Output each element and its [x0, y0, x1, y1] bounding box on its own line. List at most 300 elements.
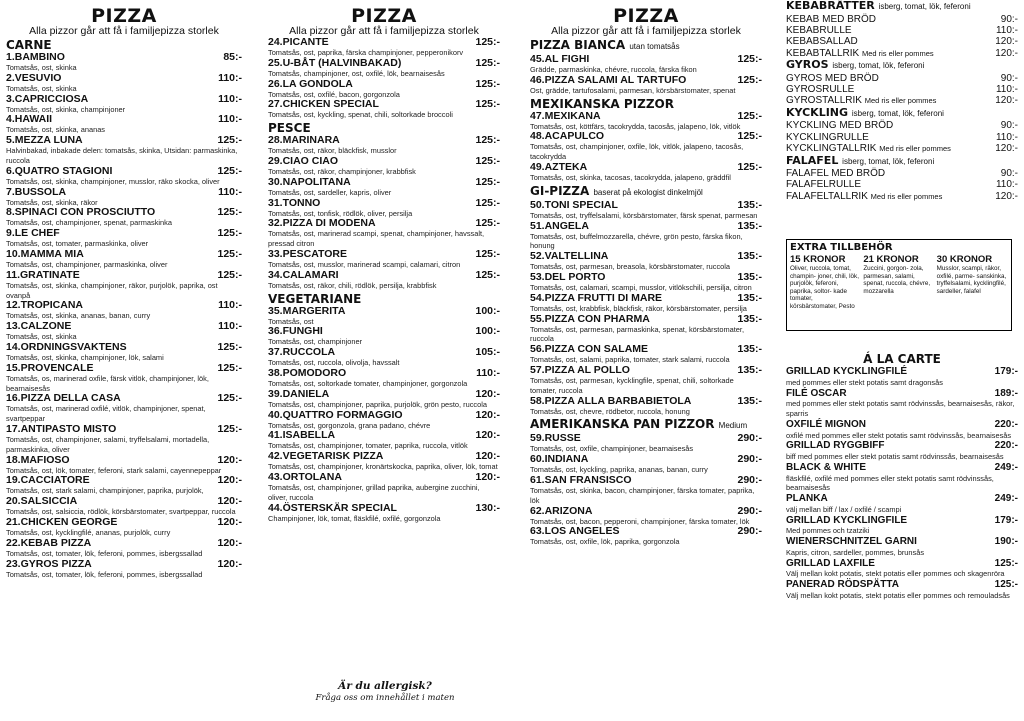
menu-item [786, 388, 1018, 419]
grill-item-price: 90:- [1000, 168, 1018, 180]
menu-item [530, 454, 762, 475]
a-la-carte-section [786, 352, 1018, 601]
menu-item-name: 6.QUATRO STAGIONI [6, 164, 113, 177]
extra-toppings-list: Zuccini, gorgon- zola, parmesan, salami, spenat, ruccola, chévre, mozzarella [863, 265, 931, 295]
menu-item-line [530, 314, 762, 325]
menu-item [268, 389, 500, 410]
menu-item-name: 12.TROPICANA [6, 299, 84, 312]
grill-item-price: 110:- [995, 84, 1018, 96]
menu-item [530, 396, 762, 417]
menu-item [530, 162, 762, 183]
allergy-question: Är du allergisk? [338, 680, 432, 692]
menu-item-price: 110:- [476, 366, 500, 379]
menu-item-line [6, 73, 242, 84]
extra-toppings-box [786, 239, 1012, 331]
menu-item-name: 25.U-BÅT (HALVINBAKAD) [268, 56, 402, 69]
pizza-header-subtitle: Alla pizzor går att få i familjepizza storlek [29, 25, 219, 37]
menu-item [530, 293, 762, 314]
menu-item [6, 300, 242, 321]
menu-item-name: 50.TONI SPECIAL [530, 198, 618, 211]
grill-item-price: 90:- [1000, 72, 1018, 84]
menu-item-price: 220:- [994, 418, 1018, 430]
menu-item-description: fläskfilé, oxfilé med pommes eller stekt potatis samt rödvinssås, bearnaisesås [786, 473, 994, 493]
menu-item-price: 125:- [475, 56, 500, 69]
section-heading [6, 38, 242, 52]
menu-item-line [6, 559, 242, 570]
menu-item-line [6, 166, 242, 177]
grill-item [786, 84, 1018, 95]
menu-item-price: 179:- [994, 514, 1018, 526]
menu-item [6, 538, 242, 559]
menu-item-name: 41.ISABELLA [268, 429, 336, 442]
menu-item-name: 8.SPINACI CON PROSCIUTTO [6, 206, 156, 219]
menu-item-price: 110:- [218, 92, 242, 105]
menu-item-name: 43.ORTOLANA [268, 470, 342, 483]
grill-item-price: 120:- [995, 36, 1018, 48]
menu-item-description: Tomatsås, ost, räkor, bläckfisk, musslor [268, 146, 397, 156]
menu-item-description: Tomatsås, ost, skinka [6, 332, 77, 342]
menu-item [6, 187, 242, 208]
menu-item-price: 125:- [217, 422, 242, 435]
menu-item [6, 73, 242, 94]
menu-item-description: Tomatsås, ost, räkor, chili, rödlök, persilja, krabbfisk [268, 280, 437, 290]
menu-item-description: Tomatsås, ost, skinka, bacon, champinjoner, färska tomater, paprika, lök [530, 485, 755, 505]
menu-item [786, 440, 1018, 462]
menu-item-line [530, 396, 762, 407]
menu-item [268, 270, 500, 291]
menu-item-description: Tomatsås, ost, buffelmozzarella, chévre, grön pesto, färska fikon, honung [530, 231, 743, 251]
menu-item-description: Tomatsås, ost, paprika, färska champinjoner, pepperonikorv [268, 48, 464, 57]
menu-item-price: 125:- [737, 109, 762, 122]
menu-item-name: 46.PIZZA SALAMI AL TARTUFO [530, 73, 687, 86]
menu-item-line [530, 506, 762, 517]
menu-item-name: 57.PIZZA AL POLLO [530, 363, 630, 376]
grill-item-name: FALAFELTALLRIK [786, 190, 868, 202]
menu-item [6, 393, 242, 424]
menu-item-name: 22.KEBAB PIZZA [6, 536, 92, 549]
menu-item-price: 125:- [737, 130, 762, 143]
menu-item-name: 52.VALTELLINA [530, 250, 609, 263]
menu-item [268, 326, 500, 347]
menu-item [530, 526, 762, 547]
grill-item-name: FALAFEL MED BRÖD [786, 168, 886, 180]
menu-item-line [268, 389, 500, 400]
menu-item-description: Tomatsås, ost, skinka, champinjoner, lök, salami [6, 352, 164, 362]
menu-item-name: 4.HAWAII [6, 113, 53, 126]
menu-item-price: 125:- [994, 579, 1018, 591]
section-title: VEGETARIANE [268, 291, 362, 306]
menu-item [530, 75, 762, 96]
menu-item-price: 290:- [737, 453, 762, 466]
menu-item-description: Tomatsås, ost, salsiccia, rödlök, körsbärstomater, svartpeppar, ruccola [6, 507, 236, 517]
grill-item-name-wrap [786, 73, 879, 84]
menu-item-name: 40.QUATTRO FORMAGGIO [268, 408, 403, 421]
menu-item [268, 249, 500, 270]
menu-item-description: Tomatsås, ost, sardeller, kapris, oliver [268, 187, 392, 197]
menu-item-description: Tomatsås, ost, musslor, marinerad scampi, calamari, citron [268, 259, 461, 269]
menu-item-description: Tomatsås, ost, gorgonzola, grana padano, chévre [268, 420, 431, 430]
menu-item-price: 290:- [737, 504, 762, 517]
menu-item-description: Tomatsås, ost, ruccola, olivolja, havssalt [268, 358, 400, 368]
menu-item-line [786, 515, 1018, 527]
pizza-header-subtitle: Alla pizzor går att få i familjepizza storlek [551, 25, 741, 37]
menu-item-line [530, 433, 762, 444]
menu-item-line [268, 347, 500, 358]
menu-item-name: 39.DANIELA [268, 387, 330, 400]
menu-item-description: Tomatsås, ost, champinjoner, spenat, parmaskinka [6, 218, 172, 228]
menu-item-line [6, 363, 242, 374]
menu-item-description: Champinjoner, lök, tomat, fläskfilé, oxfilé, gorgonzola [268, 513, 441, 523]
menu-item [530, 344, 762, 365]
grill-section-title: KEBABRÄTTER [786, 0, 875, 12]
menu-item [268, 156, 500, 177]
extra-toppings-list: Musslor, scampi, räkor, oxfilé, parme- sanskinka, tryffelsalami, kycklingfilé, sardeller, falafel [936, 265, 1007, 295]
menu-item-name: PANERAD RÖDSPÄTTA [786, 579, 899, 591]
menu-item [786, 366, 1018, 388]
grill-item-price: 120:- [995, 47, 1018, 59]
menu-item-price: 125:- [475, 217, 500, 230]
menu-item-name: 11.GRATINATE [6, 268, 80, 281]
menu-item-description: Tomatsås, ost, champinjoner, salami, tryffelsalami, mortadella, parmaskinka, oliver [6, 434, 210, 454]
grill-item [786, 14, 1018, 25]
menu-item-line [6, 187, 242, 198]
menu-item [268, 135, 500, 156]
menu-item-line [6, 114, 242, 125]
section-title: GI-PIZZA [530, 183, 590, 198]
menu-item [6, 321, 242, 342]
grill-item [786, 191, 1018, 202]
menu-item-description: Tomatsås, ost, marinerad scampi, spenat, champinjoner, havssalt, pressad citron [268, 229, 485, 249]
menu-item-line [786, 536, 1018, 548]
menu-item [6, 270, 242, 301]
menu-item-price: 125:- [475, 175, 500, 188]
menu-item-price: 135:- [737, 363, 762, 376]
menu-item [6, 342, 242, 363]
menu-item [6, 228, 242, 249]
menu-item-line [268, 79, 500, 90]
menu-item [268, 347, 500, 368]
grill-section-subtitle: isberg, tomat, lök, feferoni [832, 61, 925, 71]
menu-item-name: FILÉ OSCAR [786, 387, 847, 399]
menu-item-line [530, 251, 762, 262]
menu-item-name: 31.TONNO [268, 196, 321, 209]
section-heading [530, 97, 762, 111]
menu-item-name: PLANKA [786, 493, 828, 505]
menu-item [268, 218, 500, 249]
grill-item-price: 120:- [995, 143, 1018, 155]
grill-item-name: KEBABTALLRIK [786, 47, 860, 59]
menu-item-price: 125:- [737, 160, 762, 173]
menu-item-description: Tomatsås, ost, skinka, champinjoner, musslor, räko skocka, oliver [6, 176, 220, 186]
menu-item-name: 23.GYROS PIZZA [6, 557, 92, 570]
menu-item [268, 37, 500, 58]
menu-item-description: Tomatsås, ost, skinka [6, 83, 77, 93]
menu-item-price: 100:- [475, 325, 500, 338]
menu-item-price: 135:- [737, 198, 762, 211]
grill-item-name: KEBABSALLAD [786, 36, 858, 48]
menu-item-name: 58.PIZZA ALLA BARBABIETOLA [530, 394, 692, 407]
menu-item-name: 10.MAMMA MIA [6, 247, 84, 260]
menu-item-price: 125:- [217, 340, 242, 353]
menu-item [268, 198, 500, 219]
menu-item-name: 1.BAMBINO [6, 51, 65, 63]
grill-section-heading [786, 59, 1018, 73]
menu-item-price: 135:- [737, 270, 762, 283]
menu-item-line [530, 272, 762, 283]
extra-toppings-group [863, 254, 934, 310]
menu-item-price: 249:- [994, 493, 1018, 505]
menu-item-line [6, 538, 242, 549]
menu-item-description: Tomatsås, ost, köttfärs, tacokrydda, tacosås, jalapeno, lök, vitlök [530, 121, 741, 131]
menu-item-line [786, 462, 1018, 474]
menu-item-price: 120:- [217, 557, 242, 570]
menu-column-3 [530, 0, 762, 547]
menu-item-description: Tomatsås, ost, champinjoner, oxfile, lök, vitlök, jalapeno, tacosås, tacokrydda [530, 142, 744, 162]
section-heading [530, 417, 762, 433]
menu-item-name: 48.ACAPULCO [530, 130, 605, 143]
menu-item-name: 29.CIAO CIAO [268, 154, 339, 167]
menu-item-description: Grädde, parmaskinka, chévre, ruccola, färska fikon [530, 65, 697, 74]
extra-toppings-price: 30 KRONOR [936, 254, 993, 265]
menu-item-price: 125:- [475, 98, 500, 111]
menu-item-line [268, 368, 500, 379]
menu-item-name: 32.PIZZA DI MODENA [268, 217, 376, 230]
menu-item-name: 30.NAPOLITANA [268, 175, 351, 188]
menu-item-line [530, 200, 762, 211]
menu-item-price: 125:- [475, 154, 500, 167]
menu-column-1 [6, 0, 242, 579]
menu-item-line [786, 366, 1018, 378]
menu-item-name: 27.CHICKEN SPECIAL [268, 98, 379, 111]
menu-item-name: 38.POMODORO [268, 366, 347, 379]
menu-item-name: 5.MEZZA LUNA [6, 134, 83, 147]
menu-item [268, 79, 500, 100]
menu-item-price: 220:- [994, 440, 1018, 452]
grill-item-name: KYCKLING MED BRÖD [786, 120, 894, 132]
grill-item-name: FALAFELRULLE [786, 179, 862, 191]
menu-item [268, 58, 500, 79]
menu-item-price: 120:- [475, 429, 500, 442]
menu-item-name: 20.SALSICCIA [6, 495, 78, 508]
pizza-header-title: PIZZA [91, 5, 157, 27]
menu-item-description: oxfilé med pommes eller stekt potatis samt rödvinssås, bearnaisesås [786, 430, 1012, 440]
menu-item-description: med pommes eller stekt potatis samt rödvinssås, bearnaisesås, räkor, sparris [786, 399, 1015, 418]
menu-item-name: 36.FUNGHI [268, 325, 323, 338]
grill-item-price: 120:- [995, 190, 1018, 202]
menu-item [530, 251, 762, 272]
menu-item-description: Tomatsås, ost, skinka, räkor [6, 197, 98, 207]
menu-item-line [786, 558, 1018, 570]
menu-item-description: Tomatsås, ost, räkor, champinjoner, krabbfisk [268, 166, 416, 176]
menu-item-name: GRILLAD RYGGBIFF [786, 440, 885, 452]
extra-toppings-group [937, 254, 1008, 310]
grill-item-name-wrap [786, 84, 854, 95]
menu-item [786, 515, 1018, 537]
menu-item-name: 56.PIZZA CON SALAME [530, 343, 649, 356]
menu-item-price: 100:- [475, 304, 500, 317]
menu-item-line [268, 135, 500, 146]
menu-item-price: 110:- [218, 320, 242, 333]
menu-item-description: Tomatsås, ost, skinka, ananas [6, 125, 106, 135]
menu-item-description: Välj mellan kokt potatis, stekt potatis eller pommes och remouladsås [786, 590, 1010, 600]
menu-item-description: Tomatsås, ost, champinjoner, parmaskinka, oliver [6, 259, 168, 269]
menu-item-name: 45.AL FIGHI [530, 53, 590, 65]
menu-item [786, 462, 1018, 493]
menu-item [6, 363, 242, 394]
menu-item-line [268, 156, 500, 167]
menu-item-name: OXFILÉ MIGNON [786, 418, 866, 430]
menu-item-line [268, 37, 500, 48]
menu-item-line [530, 526, 762, 537]
grill-item-name: GYROS MED BRÖD [786, 72, 879, 84]
menu-item-price: 249:- [994, 461, 1018, 473]
menu-item-name: 59.RUSSE [530, 432, 581, 445]
menu-item-name: 33.PESCATORE [268, 247, 347, 260]
menu-item-price: 135:- [737, 343, 762, 356]
section-subtitle: baserat på ekologist dinkelmjöl [593, 187, 703, 197]
menu-item-price: 125:- [737, 73, 762, 86]
menu-item-price: 120:- [217, 495, 242, 508]
menu-item-line [268, 326, 500, 337]
menu-item-description: Tomatsås, ost, skinka [6, 63, 77, 72]
menu-item-description: Tomatsås, ost, skinka, tacosas, tacokrydda, jalapeno, gräddfil [530, 172, 731, 182]
menu-item-name: 2.VESUVIO [6, 71, 62, 84]
menu-item-price: 125:- [217, 392, 242, 405]
menu-item-price: 120:- [475, 387, 500, 400]
grill-section-title: KYCKLING [786, 105, 849, 119]
menu-item-line [6, 300, 242, 311]
menu-item-description: Halvinbakad, inbakade delen: tomatsås, skinka, Utsidan: parmaskinka, ruccola [6, 146, 238, 165]
menu-item-line [530, 54, 762, 65]
menu-item-description: välj mellan biff / lax / oxfilé / scampi [786, 504, 902, 514]
menu-item-name: 53.DEL PORTO [530, 270, 606, 283]
pizza-header-title: PIZZA [613, 5, 679, 27]
menu-item-line [268, 218, 500, 229]
section-title: AMERIKANSKA PAN PIZZOR [530, 417, 715, 432]
menu-item-description: Med pommes och tzatziki [786, 526, 870, 536]
menu-item-description: Tomatsås, ost, champinjoner, tomater, paprika, ruccola, vitlök [268, 441, 468, 451]
menu-item-price: 135:- [737, 394, 762, 407]
menu-item [268, 368, 500, 389]
menu-item-description: Tomatsås, ost, champinjoner, paprika, purjolök, grön pesto, ruccola [268, 399, 487, 409]
menu-item [6, 135, 242, 166]
menu-item-price: 125:- [217, 206, 242, 219]
menu-item-line [6, 496, 242, 507]
grill-section-subtitle: isberg, tomat, lök, feferoni [842, 156, 935, 166]
menu-item-description: Tomatsås, ost, champinjoner [268, 337, 363, 347]
menu-item-description: med pommes eller stekt potatis samt dragonsås [786, 377, 943, 387]
menu-item-price: 120:- [475, 470, 500, 483]
menu-item-name: GRILLAD KYCKLINGFILE [786, 514, 908, 526]
menu-item [268, 503, 500, 524]
grill-item-price: 110:- [995, 131, 1018, 143]
menu-item-price: 120:- [217, 474, 242, 487]
menu-item-price: 125:- [737, 53, 762, 65]
grill-item-name-wrap [786, 14, 876, 25]
menu-item [6, 424, 242, 455]
menu-item [530, 365, 762, 396]
grill-item-price: 90:- [1000, 120, 1018, 132]
menu-item-name: 37.RUCCOLA [268, 346, 336, 359]
menu-item-description: Tomatsås, ost, tonfisk, rödlök, oliver, persilja [268, 208, 413, 218]
menu-item-description: Tomatsås, os, marinerad oxfile, färsk vitlök, champinjoner, lök, bearnaisesås [6, 373, 209, 393]
menu-item-line [530, 162, 762, 173]
menu-item-name: 19.CACCIATORE [6, 474, 90, 487]
menu-item-price: 135:- [737, 312, 762, 325]
menu-item-line [530, 111, 762, 122]
menu-item-price: 120:- [475, 408, 500, 421]
menu-item [786, 579, 1018, 601]
grill-item-name-wrap [786, 132, 869, 143]
menu-item [268, 306, 500, 327]
menu-item-description: Tomatsås, ost, lök, tomater, feferoni, stark salami, cayennepeppar [6, 465, 222, 475]
menu-item-line [268, 306, 500, 317]
pizza-header-title: PIZZA [351, 5, 417, 27]
menu-item-name: GRILLAD LAXFILE [786, 557, 875, 569]
menu-item-line [268, 249, 500, 260]
menu-item-line [786, 493, 1018, 505]
menu-item-name: 13.CALZONE [6, 320, 72, 333]
menu-item-description: Kapris, citron, sardeller, pommes, brunsås [786, 547, 925, 557]
menu-item-line [268, 99, 500, 110]
menu-item-line [530, 293, 762, 304]
section-heading [268, 292, 500, 306]
menu-item-description: Tomatsås, ost, oxfilé, bacon, gorgonzola [268, 89, 400, 99]
menu-item [530, 200, 762, 221]
menu-item-line [268, 451, 500, 462]
menu-item-line [268, 430, 500, 441]
menu-item-line [6, 207, 242, 218]
menu-item-name: 62.ARIZONA [530, 504, 593, 517]
menu-item-line [530, 221, 762, 232]
grill-item-name-wrap [786, 25, 852, 36]
menu-item-name: 17.ANTIPASTO MISTO [6, 422, 117, 435]
grill-item-price: 110:- [995, 179, 1018, 191]
menu-item [268, 410, 500, 431]
menu-item-name: 14.ORDNINGSVAKTENS [6, 340, 127, 353]
menu-item [530, 221, 762, 252]
section-title: PIZZA BIANCA [530, 38, 626, 52]
menu-item-price: 125:- [475, 247, 500, 260]
section-heading [530, 38, 762, 54]
menu-item-line [268, 410, 500, 421]
menu-item-line [786, 579, 1018, 591]
menu-item [6, 166, 242, 187]
menu-item-line [786, 440, 1018, 452]
menu-item-price: 110:- [218, 299, 242, 312]
menu-item [6, 114, 242, 135]
menu-item-description: Tomatsås, ost, tomater, lök, feferoni, pommes, isbergssallad [6, 569, 203, 579]
section-title: PESCE [268, 121, 311, 136]
menu-item-price: 125:- [475, 77, 500, 90]
menu-item-price: 135:- [737, 250, 762, 263]
menu-item-price: 85:- [223, 51, 242, 63]
menu-item-name: 42.VEGETARISK PIZZA [268, 450, 384, 463]
grill-section-heading [786, 107, 1018, 121]
menu-item-price: 105:- [475, 346, 500, 359]
menu-item-name: 3.CAPRICCIOSA [6, 92, 89, 105]
section-heading [268, 121, 500, 135]
section-title: MEXIKANSKA PIZZOR [530, 96, 674, 111]
menu-item-line [530, 454, 762, 465]
menu-item-price: 120:- [217, 515, 242, 528]
grill-section-subtitle: isberg, tomat, lök, feferoni [878, 2, 971, 11]
menu-item [6, 94, 242, 115]
grill-item [786, 36, 1018, 47]
section-heading [530, 184, 762, 200]
menu-item-line [6, 270, 242, 281]
menu-item-price: 110:- [218, 71, 242, 84]
